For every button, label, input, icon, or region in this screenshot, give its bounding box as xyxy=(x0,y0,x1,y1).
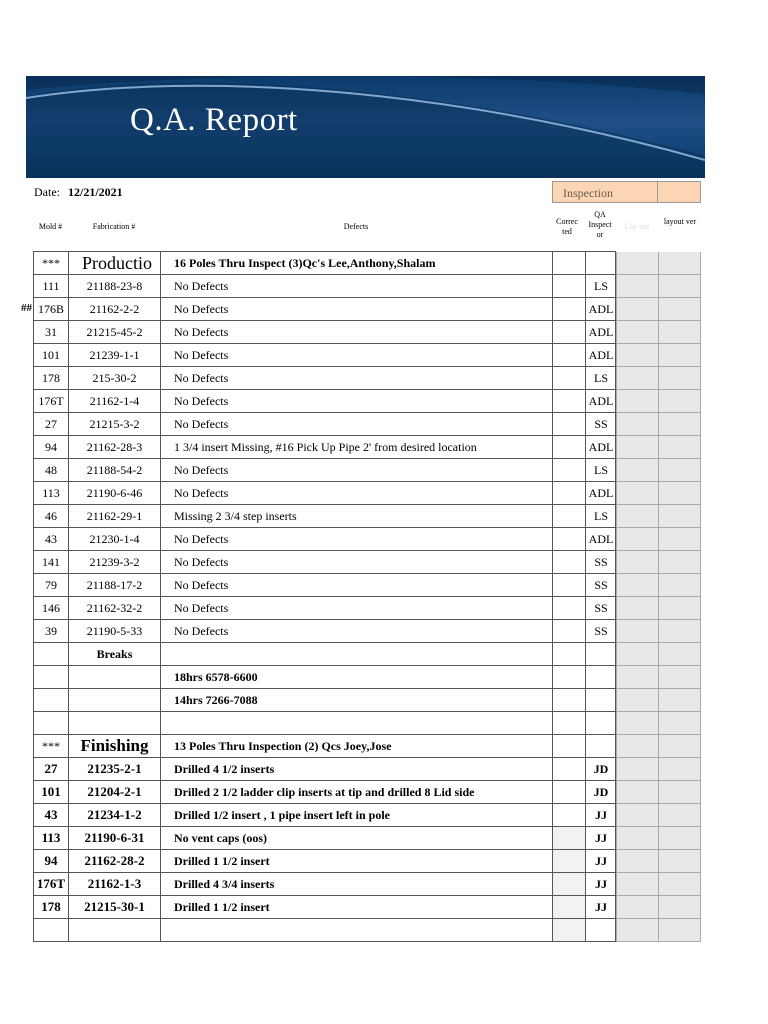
empty-cell xyxy=(33,712,68,735)
mold-cell: 46 xyxy=(33,505,68,528)
table-row xyxy=(0,321,768,344)
layout-cell xyxy=(616,873,658,896)
layout-cell xyxy=(616,459,658,482)
mold-cell: 176T xyxy=(33,873,68,896)
layout-cell xyxy=(616,781,658,804)
fabrication-cell: 21215-3-2 xyxy=(68,413,160,436)
defect-cell: Drilled 1/2 insert , 1 pipe insert left in pole xyxy=(160,804,552,827)
corrected-cell xyxy=(552,390,585,413)
layout-cell xyxy=(616,482,658,505)
table-row xyxy=(0,551,768,574)
qa-inspector-cell: ADL xyxy=(585,436,616,459)
mold-cell: 39 xyxy=(33,620,68,643)
layout-ver-cell xyxy=(658,505,701,528)
table-row xyxy=(0,528,768,551)
corrected-cell xyxy=(552,850,585,873)
corrected-cell xyxy=(552,689,585,712)
corrected-cell xyxy=(552,758,585,781)
inspection-header xyxy=(552,181,658,203)
corrected-cell xyxy=(552,666,585,689)
corrected-cell xyxy=(552,252,585,275)
col-header-defects: Defects xyxy=(343,222,369,231)
mold-cell: 48 xyxy=(33,459,68,482)
layout-cell xyxy=(616,896,658,919)
fabrication-cell: 21162-1-3 xyxy=(68,873,160,896)
breaks-detail-row xyxy=(0,689,768,712)
table-row xyxy=(0,390,768,413)
date-label: Date: xyxy=(34,185,60,199)
layout-cell xyxy=(616,367,658,390)
empty-cell xyxy=(585,919,616,942)
fabrication-cell: 21188-54-2 xyxy=(68,459,160,482)
layout-ver-cell xyxy=(658,758,701,781)
layout-ver-cell xyxy=(658,873,701,896)
empty-cell xyxy=(160,712,552,735)
layout-cell xyxy=(616,850,658,873)
fabrication-cell: 21239-1-1 xyxy=(68,344,160,367)
layout-ver-cell xyxy=(658,367,701,390)
mold-cell: 101 xyxy=(33,344,68,367)
defect-cell: No Defects xyxy=(160,344,552,367)
layout-ver-cell xyxy=(658,321,701,344)
fabrication-cell: 21190-5-33 xyxy=(68,620,160,643)
mold-cell: 43 xyxy=(33,528,68,551)
corrected-cell xyxy=(552,896,585,919)
breaks-label: Breaks xyxy=(68,643,160,666)
corrected-cell xyxy=(552,413,585,436)
layout-ver-cell xyxy=(658,689,701,712)
breaks-detail: 18hrs 6578-6600 xyxy=(160,666,552,689)
layout-ver-cell xyxy=(658,896,701,919)
table-row xyxy=(0,896,768,919)
table-row xyxy=(0,850,768,873)
layout-ver-cell xyxy=(658,666,701,689)
defect-cell: No Defects xyxy=(160,574,552,597)
qa-inspector-cell: ADL xyxy=(585,321,616,344)
empty-cell xyxy=(585,712,616,735)
qa-inspector-cell: SS xyxy=(585,574,616,597)
defect-cell: No Defects xyxy=(160,459,552,482)
table-row xyxy=(0,873,768,896)
mold-cell: 27 xyxy=(33,758,68,781)
fabrication-cell: 21162-28-3 xyxy=(68,436,160,459)
qa-inspector-cell: JD xyxy=(585,758,616,781)
layout-cell xyxy=(616,413,658,436)
section-summary: 13 Poles Thru Inspection (2) Qcs Joey,Jose xyxy=(160,735,552,758)
empty-cell xyxy=(616,919,658,942)
corrected-cell xyxy=(552,873,585,896)
qa-inspector-cell: ADL xyxy=(585,528,616,551)
mold-cell: 113 xyxy=(33,827,68,850)
corrected-cell xyxy=(552,275,585,298)
layout-cell xyxy=(616,390,658,413)
defect-cell: No Defects xyxy=(160,367,552,390)
fabrication-cell: 215-30-2 xyxy=(68,367,160,390)
inspection-header-label: Inspection xyxy=(563,186,613,200)
corrected-cell xyxy=(552,321,585,344)
mold-cell: 94 xyxy=(33,850,68,873)
defect-cell: 1 3/4 insert Missing, #16 Pick Up Pipe 2' from desired location xyxy=(160,436,552,459)
layout-cell xyxy=(616,574,658,597)
corrected-cell xyxy=(552,344,585,367)
fabrication-cell: 21162-1-4 xyxy=(68,390,160,413)
fabrication-cell: 21188-17-2 xyxy=(68,574,160,597)
qa-inspector-cell xyxy=(585,643,616,666)
qa-inspector-cell: ADL xyxy=(585,344,616,367)
layout-ver-cell xyxy=(658,735,701,758)
layout-cell xyxy=(616,528,658,551)
col-header-fabrication: Fabrication # xyxy=(92,222,136,231)
corrected-cell xyxy=(552,574,585,597)
layout-cell xyxy=(616,758,658,781)
layout-ver-cell xyxy=(658,804,701,827)
qa-inspector-cell: LS xyxy=(585,505,616,528)
section-label: Productio xyxy=(68,252,160,275)
mold-cell: 141 xyxy=(33,551,68,574)
layout-cell xyxy=(616,252,658,275)
layout-ver-cell xyxy=(658,574,701,597)
table-row xyxy=(0,505,768,528)
defect-cell: No Defects xyxy=(160,528,552,551)
col-header-corrected: Correc ted xyxy=(556,217,578,236)
empty-cell xyxy=(552,919,585,942)
layout-ver-cell xyxy=(658,551,701,574)
fabrication-cell: 21190-6-31 xyxy=(68,827,160,850)
layout-cell xyxy=(616,321,658,344)
qa-inspector-cell: SS xyxy=(585,597,616,620)
mold-cell: 178 xyxy=(33,896,68,919)
defect-cell xyxy=(160,643,552,666)
section-marker: *** xyxy=(33,252,68,275)
mold-cell: 176B xyxy=(33,298,68,321)
corrected-cell xyxy=(552,643,585,666)
layout-cell xyxy=(616,597,658,620)
fabrication-cell: 21215-30-1 xyxy=(68,896,160,919)
layout-ver-cell xyxy=(658,436,701,459)
mold-cell: 146 xyxy=(33,597,68,620)
breaks-detail: 14hrs 7266-7088 xyxy=(160,689,552,712)
layout-ver-cell xyxy=(658,459,701,482)
layout-cell xyxy=(616,666,658,689)
layout-cell xyxy=(616,505,658,528)
mold-cell: 111 xyxy=(33,275,68,298)
mold-cell xyxy=(33,643,68,666)
qa-inspector-cell: LS xyxy=(585,275,616,298)
finishing-section-row xyxy=(0,735,768,758)
layout-ver-cell xyxy=(658,597,701,620)
table-row xyxy=(0,436,768,459)
qa-inspector-cell: SS xyxy=(585,551,616,574)
date-value: 12/21/2021 xyxy=(68,185,123,199)
defect-cell: Drilled 1 1/2 insert xyxy=(160,896,552,919)
fabrication-cell: 21188-23-8 xyxy=(68,275,160,298)
fabrication-cell: 21234-1-2 xyxy=(68,804,160,827)
corrected-cell xyxy=(552,597,585,620)
report-banner xyxy=(26,76,705,178)
layout-ver-cell xyxy=(658,252,701,275)
layout-cell xyxy=(616,298,658,321)
corrected-cell xyxy=(552,735,585,758)
mold-cell: 94 xyxy=(33,436,68,459)
table-row xyxy=(0,781,768,804)
qa-inspector-cell xyxy=(585,735,616,758)
mold-cell xyxy=(33,666,68,689)
table-row xyxy=(0,482,768,505)
qa-inspector-cell: JJ xyxy=(585,804,616,827)
qa-inspector-cell: ADL xyxy=(585,298,616,321)
fabrication-cell: 21162-29-1 xyxy=(68,505,160,528)
table-row xyxy=(0,298,768,321)
breaks-detail-row xyxy=(0,666,768,689)
corrected-cell xyxy=(552,436,585,459)
table-row xyxy=(0,620,768,643)
defect-cell: No Defects xyxy=(160,321,552,344)
table-row xyxy=(0,275,768,298)
fabrication-cell: 21230-1-4 xyxy=(68,528,160,551)
corrected-cell xyxy=(552,827,585,850)
breaks-row xyxy=(0,643,768,666)
table-row xyxy=(0,413,768,436)
corrected-cell xyxy=(552,505,585,528)
qa-inspector-cell xyxy=(585,689,616,712)
col-header-qa-inspector: QA Inspect or xyxy=(588,210,612,239)
fabrication-cell: 21162-2-2 xyxy=(68,298,160,321)
layout-ver-cell xyxy=(658,827,701,850)
fabrication-cell: 21235-2-1 xyxy=(68,758,160,781)
layout-cell xyxy=(616,344,658,367)
blank-row xyxy=(0,919,768,942)
defect-cell: No Defects xyxy=(160,620,552,643)
qa-inspector-cell xyxy=(585,252,616,275)
qa-inspector-cell: SS xyxy=(585,620,616,643)
table-row xyxy=(0,574,768,597)
mold-cell: 79 xyxy=(33,574,68,597)
layout-ver-cell xyxy=(658,344,701,367)
table-row xyxy=(0,804,768,827)
overflow-marker: ## xyxy=(21,302,32,314)
layout-ver-cell xyxy=(658,390,701,413)
layout-ver-cell xyxy=(658,528,701,551)
production-section-row xyxy=(0,252,768,275)
layout-cell xyxy=(616,689,658,712)
layout-ver-cell xyxy=(658,643,701,666)
fabrication-cell: 21204-2-1 xyxy=(68,781,160,804)
defect-cell: Drilled 4 3/4 inserts xyxy=(160,873,552,896)
fabrication-cell: 21190-6-46 xyxy=(68,482,160,505)
defect-cell: Drilled 1 1/2 insert xyxy=(160,850,552,873)
layout-cell xyxy=(616,643,658,666)
col-header-layout-ver: layout ver xyxy=(663,217,697,226)
section-summary: 16 Poles Thru Inspect (3)Qc's Lee,Anthony,Shalam xyxy=(160,252,552,275)
fabrication-cell: 21215-45-2 xyxy=(68,321,160,344)
mold-cell: 27 xyxy=(33,413,68,436)
corrected-cell xyxy=(552,459,585,482)
layout-ver-cell xyxy=(658,413,701,436)
defect-cell: No Defects xyxy=(160,597,552,620)
empty-cell xyxy=(616,712,658,735)
defect-cell: No Defects xyxy=(160,413,552,436)
qa-inspector-cell: JJ xyxy=(585,896,616,919)
defect-cell: Drilled 4 1/2 inserts xyxy=(160,758,552,781)
defect-cell: Drilled 2 1/2 ladder clip inserts at tip and drilled 8 Lid side xyxy=(160,781,552,804)
layout-cell xyxy=(616,436,658,459)
qa-inspector-cell: JJ xyxy=(585,873,616,896)
layout-cell xyxy=(616,620,658,643)
mold-cell: 178 xyxy=(33,367,68,390)
blank-row xyxy=(0,712,768,735)
layout-cell xyxy=(616,827,658,850)
corrected-cell xyxy=(552,298,585,321)
layout-ver-cell xyxy=(658,482,701,505)
col-header-mold: Mold # xyxy=(38,222,63,231)
defect-cell: No vent caps (oos) xyxy=(160,827,552,850)
qa-inspector-cell: LS xyxy=(585,367,616,390)
fabrication-cell: 21162-32-2 xyxy=(68,597,160,620)
fabrication-cell: 21162-28-2 xyxy=(68,850,160,873)
corrected-cell xyxy=(552,620,585,643)
qa-inspector-cell: SS xyxy=(585,413,616,436)
mold-cell: 176T xyxy=(33,390,68,413)
defect-cell: No Defects xyxy=(160,482,552,505)
mold-cell: 43 xyxy=(33,804,68,827)
table-row xyxy=(0,367,768,390)
layout-ver-cell xyxy=(658,850,701,873)
empty-cell xyxy=(658,712,701,735)
fabrication-cell: 21239-3-2 xyxy=(68,551,160,574)
corrected-cell xyxy=(552,804,585,827)
empty-cell xyxy=(552,712,585,735)
qa-inspector-cell: JJ xyxy=(585,850,616,873)
qa-inspector-cell: ADL xyxy=(585,482,616,505)
qa-inspector-cell: LS xyxy=(585,459,616,482)
empty-cell xyxy=(658,919,701,942)
defect-cell: No Defects xyxy=(160,390,552,413)
corrected-cell xyxy=(552,781,585,804)
corrected-cell xyxy=(552,367,585,390)
col-header-layout: Lay out xyxy=(624,222,650,231)
layout-cell xyxy=(616,804,658,827)
qa-inspector-cell: JJ xyxy=(585,827,616,850)
corrected-cell xyxy=(552,551,585,574)
qa-inspector-cell: JD xyxy=(585,781,616,804)
empty-cell xyxy=(160,919,552,942)
empty-cell xyxy=(33,919,68,942)
table-row xyxy=(0,758,768,781)
mold-cell xyxy=(33,689,68,712)
mold-cell: 101 xyxy=(33,781,68,804)
defect-cell: Missing 2 3/4 step inserts xyxy=(160,505,552,528)
fabrication-cell xyxy=(68,689,160,712)
qa-inspector-cell xyxy=(585,666,616,689)
corrected-cell xyxy=(552,482,585,505)
section-marker: *** xyxy=(33,735,68,758)
table-right-border xyxy=(615,252,616,942)
banner-swoosh-graphic xyxy=(26,76,705,178)
table-row xyxy=(0,344,768,367)
empty-cell xyxy=(68,919,160,942)
empty-cell xyxy=(68,712,160,735)
layout-ver-cell xyxy=(658,275,701,298)
mold-cell: 113 xyxy=(33,482,68,505)
section-label: Finishing xyxy=(68,735,160,758)
layout-ver-cell xyxy=(658,620,701,643)
defect-cell: No Defects xyxy=(160,298,552,321)
layout-cell xyxy=(616,551,658,574)
defect-cell: No Defects xyxy=(160,551,552,574)
layout-ver-cell xyxy=(658,781,701,804)
table-row xyxy=(0,597,768,620)
table-row xyxy=(0,459,768,482)
layout-ver-cell xyxy=(658,298,701,321)
layout-cell xyxy=(616,735,658,758)
layout-cell xyxy=(616,275,658,298)
inspection-header-extra xyxy=(657,181,701,203)
mold-cell: 31 xyxy=(33,321,68,344)
corrected-cell xyxy=(552,528,585,551)
table-row xyxy=(0,827,768,850)
defect-cell: No Defects xyxy=(160,275,552,298)
qa-inspector-cell: ADL xyxy=(585,390,616,413)
fabrication-cell xyxy=(68,666,160,689)
report-title: Q.A. Report xyxy=(130,102,298,138)
